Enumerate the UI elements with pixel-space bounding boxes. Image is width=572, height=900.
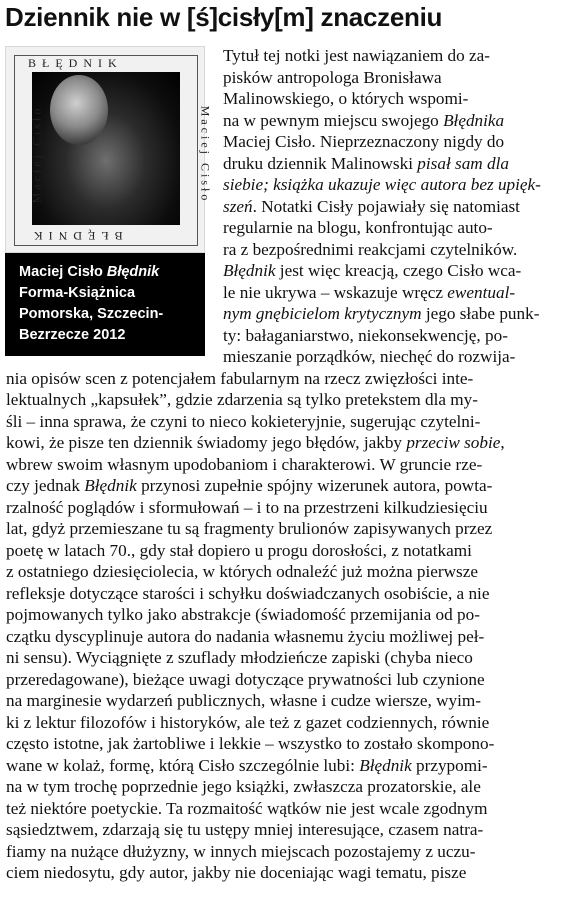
article-italic-text: Błędnika: [443, 110, 505, 130]
article-text: czątku dyscyplinuje autora do nadania własnemu życiu możliwej peł-: [6, 626, 485, 646]
article-text: Maciej Cisło. Nieprzeznaczony nigdy do: [223, 132, 505, 151]
article-italic-text: Błędnik: [84, 476, 137, 495]
caption-place-1: Pomorska, Szczecin-: [19, 306, 164, 322]
article-line: [6, 669, 562, 690]
article-line: [6, 733, 562, 754]
article-line: [6, 647, 562, 668]
article-text: na w tym trochę poprzednie jego książki, zwłaszcza prozatorskie, ale: [6, 777, 481, 796]
article-italic-text: szeń: [223, 196, 253, 216]
article-text: Malinowskiego, o których wspomi-: [223, 89, 469, 108]
article-italic-text: pisał sam dla: [417, 153, 509, 173]
article-line: [6, 712, 562, 733]
article-line: [223, 174, 563, 195]
article-text: z ostatniego dziesięciolecia, w których odnaleźć już można pierwsze: [6, 562, 478, 581]
article-line: [6, 561, 562, 582]
article-text: Tytuł tej notki jest nawiązaniem do za-: [223, 46, 491, 65]
article-text: ciem niedosytu, gdy autor, jakby nie doceniając wagi tematu, pisze: [6, 863, 467, 882]
article-text: przynosi zupełnie spójny wizerunek autora, powta-: [136, 476, 493, 495]
article-text: często istotne, jak żartobliwe i lekkie – wszystko to zostało skompono-: [6, 734, 495, 753]
article-line: [6, 540, 562, 561]
article-text: lat, gdyż przemieszane tu są fragmenty brulionów zapisywanych przez: [6, 519, 493, 538]
article-line: [6, 626, 562, 647]
article-line: [6, 475, 562, 496]
article-text: czy jednak: [6, 476, 85, 495]
article-line: [223, 325, 563, 346]
article-text: ra z bezpośrednimi reakcjami czytelników.: [223, 239, 518, 259]
article-line: [6, 798, 562, 819]
article-text: jest więc kreacją, czego Cisło wca-: [275, 261, 522, 280]
article-text: regularnie na blogu, konfrontując auto-: [223, 218, 493, 237]
article-line: [6, 411, 562, 432]
caption-author: Maciej Cisło: [19, 264, 103, 280]
article-text: pojmowanych tylko jako abstrakcje (świadomość przemijania od po-: [6, 605, 480, 624]
article-line: [223, 110, 563, 131]
article-text: też niektóre poetyckie. Ta rozmaitość wątków nie jest wcale zgodnym: [6, 798, 488, 818]
article-line: [223, 88, 563, 109]
article-line: [223, 239, 563, 260]
article-line: [223, 67, 563, 88]
article-text: ty: bałaganiarstwo, niekonsekwencję, po-: [223, 325, 508, 345]
article-text: śli – inna sprawa, że czyni to nieco kokieteryjnie, sugerując czytelni-: [6, 411, 481, 431]
article-line: [223, 217, 563, 238]
article-text: poetę w latach 70., gdy stał dopiero u progu dorosłości, z notatkami: [6, 540, 472, 560]
article-text: druku dziennik Malinowski: [223, 153, 418, 173]
article-text: . Notatki Cisły pojawiały się natomiast: [252, 196, 520, 216]
article-text: przypomi-: [411, 755, 488, 775]
article-italic-text: siebie; książka ukazuje więc autora bez upięk-: [223, 175, 541, 194]
article-line: [6, 497, 562, 518]
article-italic-text: Błędnik: [223, 261, 276, 280]
cover-author-left: Maciej Cisło: [29, 105, 44, 204]
article-text: refleksje dotyczące starości i schyłku doświadczanych osobiście, a nie: [6, 583, 490, 603]
article-line: [223, 346, 563, 367]
article-line: [6, 776, 562, 797]
article-line: [6, 604, 562, 625]
article-line: [223, 153, 563, 174]
article-line: [6, 755, 562, 776]
article-line: [6, 432, 562, 453]
article-italic-text: ewentual-: [447, 282, 516, 302]
article-text: pisków antropologa Bronisława: [223, 67, 442, 87]
article-text: przeredagowane), bieżące uwagi dotyczące prywatności lub czynione: [6, 669, 485, 689]
article-headline: Dziennik nie w [ś]cisły[m] znaczeniu: [5, 2, 443, 32]
article-italic-text: Błędnik: [359, 755, 412, 775]
article-line: [6, 518, 562, 539]
article-text: nia opisów scen z potencjałem fabularnym na rzecz zwięzłości inte-: [6, 368, 474, 388]
article-text: na w pewnym miejscu swojego: [223, 110, 444, 130]
cover-title-top: BŁĘDNIK: [28, 56, 123, 70]
article-text: le nie ukrywa – wskazuje wręcz: [223, 282, 448, 302]
cover-author-right: Maciej Cisło: [198, 105, 213, 204]
caption-author-title: [19, 262, 195, 283]
article-line: [6, 454, 562, 475]
article-line: [223, 45, 563, 66]
article-text: ni sensu). Wyciągnięte z szuflady młodzieńcze zapiski (chyba nieco: [6, 648, 473, 667]
article-text: ,: [500, 433, 505, 452]
article-text: wbrew swoim własnym upodobaniom i charakterowi. W gruncie rze-: [6, 454, 483, 474]
caption-title: Błędnik: [106, 264, 160, 280]
article-line: [223, 303, 563, 324]
caption-publisher: Forma-Książnica: [19, 285, 136, 301]
article-text: lektualnych „kapsułek”, gdzie zdarzenia są tylko pretekstem dla my-: [6, 390, 478, 409]
article-text: kowi, że pisze ten dziennik świadomy jego błędów, jakby: [6, 433, 407, 452]
article-line: [6, 841, 562, 862]
article-line: [6, 368, 562, 389]
article-line: [6, 862, 562, 883]
article-line: [223, 282, 563, 303]
cover-title-bottom: BŁĘDNIK: [28, 229, 123, 243]
article-text: mieszanie porządków, niechęć do rozwija-: [223, 347, 516, 366]
article-text: ki z lektur filozofów i historyków, ale też z gazet codziennych, równie: [6, 712, 490, 732]
article-line: [223, 260, 563, 281]
cover-portrait: [50, 75, 108, 145]
article-text: wane w kolaż, formę, którą Cisło szczególnie lubi:: [6, 755, 360, 775]
book-cover-image: [5, 46, 213, 253]
article-text: sąsiedztwem, zdarzają się tu ustępy mniej interesujące, czasem natra-: [6, 820, 484, 839]
article-italic-text: nym gnębicielom krytycznym: [223, 304, 422, 323]
article-text: jego słabe punk-: [421, 304, 540, 323]
article-line: [6, 583, 562, 604]
article-line: [6, 690, 562, 711]
article-text: rzalność poglądów i sformułowań – i to na przestrzeni kilkudziesięciu: [6, 497, 488, 517]
book-caption-box: [5, 253, 205, 356]
article-line: [6, 389, 562, 410]
article-line: [223, 131, 563, 152]
article-text: fiamy na nużące dłużyzny, w innych miejscach pozostajemy z uczu-: [6, 841, 476, 861]
article-line: [6, 819, 562, 840]
article-text: na marginesie wydarzeń publicznych, własne i cudze wiersze, wyim-: [6, 691, 482, 710]
caption-place-2: Bezrzecze 2012: [19, 327, 126, 343]
article-line: [223, 196, 563, 217]
article-italic-text: przeciw sobie: [406, 433, 501, 452]
